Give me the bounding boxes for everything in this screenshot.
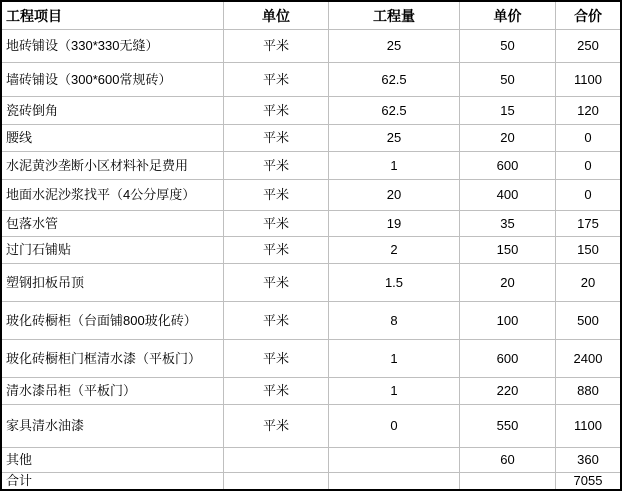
table-row (2, 264, 620, 302)
value-cell[interactable]: 20 (329, 180, 460, 210)
item-cell[interactable]: 地砖铺设（330*330无缝） (2, 30, 224, 62)
value-cell[interactable]: 1100 (574, 418, 602, 433)
value-cell[interactable]: 平米 (224, 405, 329, 447)
value-cell[interactable]: 8 (329, 302, 460, 339)
item-cell[interactable]: 玻化砖橱柜（台面铺800玻化砖） (2, 302, 224, 339)
value-cell[interactable]: 1 (329, 340, 460, 377)
table-row (2, 302, 620, 340)
table-row (2, 405, 620, 448)
value-cell[interactable] (329, 448, 460, 472)
item-cell[interactable]: 塑钢扣板吊顶 (2, 264, 224, 301)
value-cell[interactable]: 175 (577, 215, 599, 231)
table-row (2, 211, 620, 237)
item-cell[interactable]: 合计 (2, 473, 224, 489)
value-cell[interactable]: 600 (460, 340, 556, 377)
value-cell[interactable]: 1 (329, 152, 460, 179)
table-row (2, 180, 620, 211)
value-cell[interactable]: 平米 (224, 211, 329, 236)
header-row (2, 2, 620, 30)
col-header-quantity[interactable]: 工程量 (329, 2, 460, 29)
value-cell[interactable]: 20 (460, 125, 556, 151)
value-cell[interactable]: 150 (460, 237, 556, 263)
value-cell[interactable]: 平米 (224, 97, 329, 124)
item-cell[interactable]: 水泥黄沙垄断小区材料补足费用 (2, 152, 224, 179)
value-cell[interactable]: 360 (577, 452, 599, 467)
value-cell[interactable]: 平米 (224, 302, 329, 339)
item-cell[interactable]: 过门石铺贴 (2, 237, 224, 263)
value-cell[interactable]: 62.5 (329, 97, 460, 124)
table-row (2, 340, 620, 378)
value-cell[interactable]: 2 (329, 237, 460, 263)
value-cell[interactable]: 250 (577, 38, 599, 53)
value-cell[interactable] (329, 473, 460, 489)
item-cell[interactable]: 腰线 (2, 125, 224, 151)
col-header-unit[interactable]: 单位 (224, 2, 329, 29)
table-row (2, 378, 620, 405)
value-cell[interactable]: 19 (329, 211, 460, 236)
value-cell[interactable]: 1 (329, 378, 460, 404)
value-cell[interactable]: 平米 (224, 125, 329, 151)
value-cell[interactable]: 150 (577, 242, 599, 257)
table-row (2, 97, 620, 125)
value-cell[interactable]: 20 (580, 274, 596, 290)
value-cell[interactable]: 100 (460, 302, 556, 339)
value-cell[interactable]: 0 (329, 405, 460, 447)
value-cell[interactable] (224, 448, 329, 472)
item-cell[interactable]: 清水漆吊柜（平板门） (2, 378, 224, 404)
value-cell[interactable] (224, 473, 329, 489)
col-header-total[interactable]: 合价 (574, 7, 602, 24)
value-cell[interactable]: 20 (460, 264, 556, 301)
value-cell[interactable]: 25 (329, 125, 460, 151)
value-cell[interactable]: 平米 (224, 63, 329, 96)
value-cell[interactable]: 平米 (224, 30, 329, 62)
table-row (2, 30, 620, 63)
value-cell[interactable]: 50 (460, 30, 556, 62)
col-header-item[interactable]: 工程项目 (2, 2, 224, 29)
value-cell[interactable]: 平米 (224, 340, 329, 377)
value-cell[interactable]: 25 (329, 30, 460, 62)
value-cell[interactable]: 15 (460, 97, 556, 124)
value-cell[interactable]: 7055 (573, 473, 603, 488)
value-cell[interactable]: 500 (577, 312, 599, 328)
table-row (2, 473, 620, 489)
item-cell[interactable]: 其他 (2, 448, 224, 472)
table-row (2, 152, 620, 180)
value-cell[interactable]: 600 (460, 152, 556, 179)
value-cell[interactable] (460, 473, 556, 489)
value-cell[interactable]: 平米 (224, 152, 329, 179)
item-cell[interactable]: 玻化砖橱柜门框清水漆（平板门） (2, 340, 224, 377)
value-cell[interactable]: 62.5 (329, 63, 460, 96)
item-cell[interactable]: 瓷砖倒角 (2, 97, 224, 124)
table-row (2, 125, 620, 152)
value-cell[interactable]: 0 (584, 157, 592, 173)
item-cell[interactable]: 墙砖铺设（300*600常规砖） (2, 63, 224, 96)
value-cell[interactable]: 50 (460, 63, 556, 96)
value-cell[interactable]: 2400 (573, 350, 603, 366)
value-cell[interactable]: 220 (460, 378, 556, 404)
value-cell[interactable]: 平米 (224, 180, 329, 210)
item-cell[interactable]: 地面水泥沙浆找平（4公分厚度） (2, 180, 224, 210)
item-cell[interactable]: 家具清水油漆 (2, 405, 224, 447)
col-header-unit-price[interactable]: 单价 (460, 2, 556, 29)
value-cell[interactable]: 平米 (224, 264, 329, 301)
value-cell[interactable]: 400 (460, 180, 556, 210)
value-cell[interactable]: 0 (584, 187, 592, 202)
value-cell[interactable]: 550 (460, 405, 556, 447)
value-cell[interactable]: 60 (460, 448, 556, 472)
value-cell[interactable]: 35 (460, 211, 556, 236)
value-cell[interactable]: 880 (577, 383, 599, 398)
value-cell[interactable]: 1.5 (329, 264, 460, 301)
item-cell[interactable]: 包落水管 (2, 211, 224, 236)
value-cell[interactable]: 平米 (224, 237, 329, 263)
table-row (2, 448, 620, 473)
table-row (2, 237, 620, 264)
value-cell[interactable]: 1100 (574, 71, 602, 87)
table-row (2, 63, 620, 97)
value-cell[interactable]: 0 (584, 130, 592, 145)
value-cell[interactable]: 120 (577, 102, 599, 118)
value-cell[interactable]: 平米 (224, 378, 329, 404)
